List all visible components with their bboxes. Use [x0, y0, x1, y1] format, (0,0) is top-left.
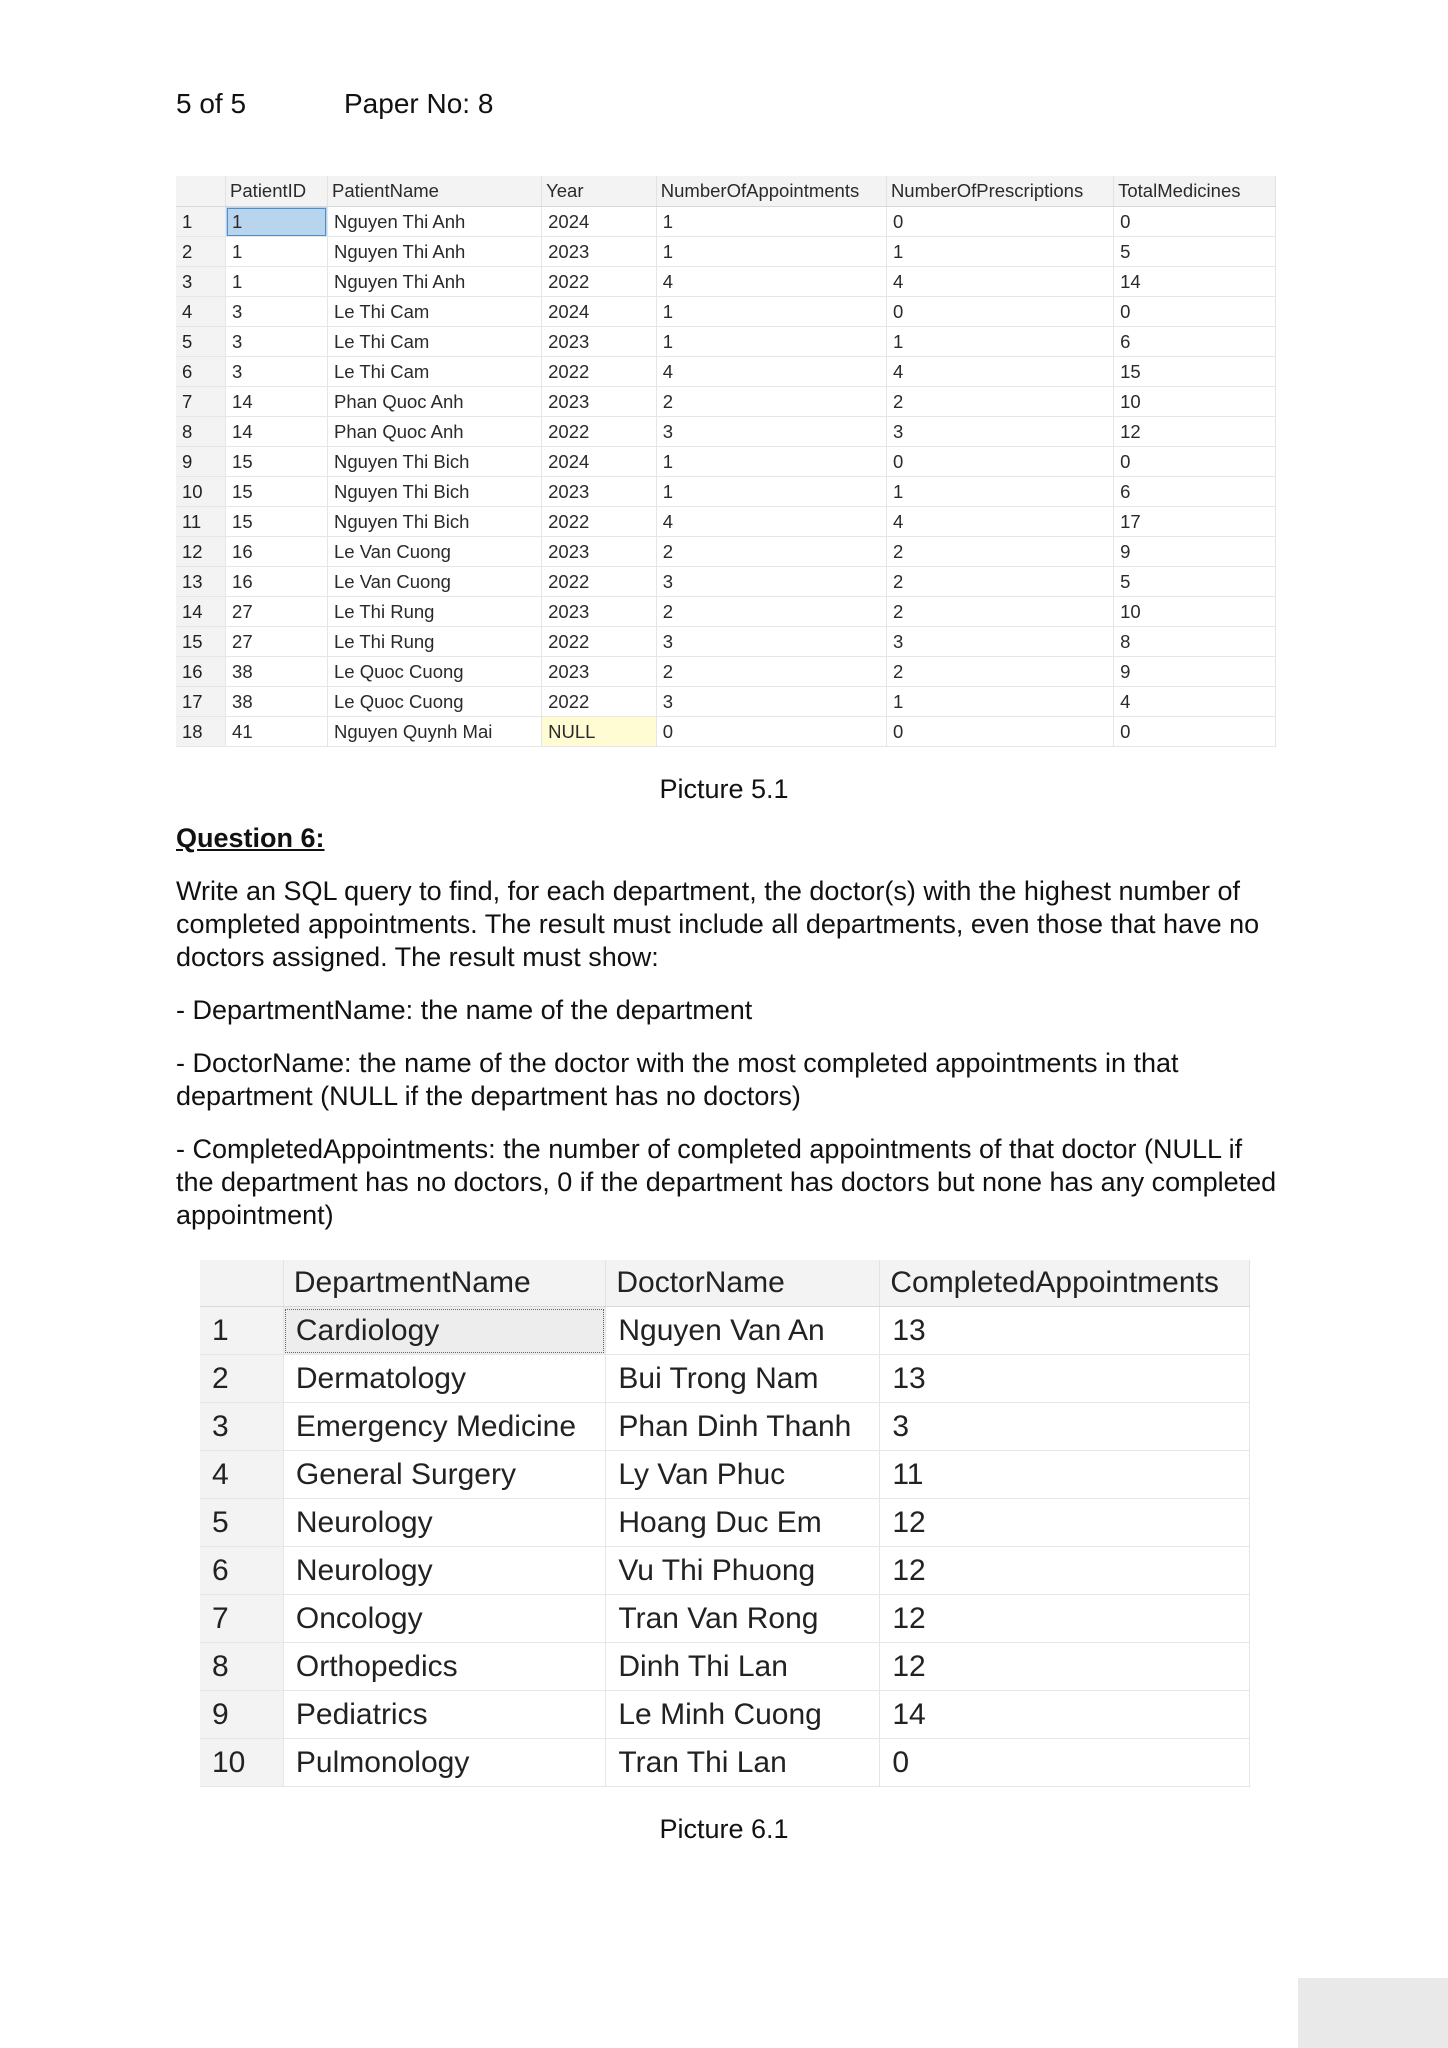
- table-row: [176, 597, 1276, 627]
- table-cell: 8: [1114, 627, 1276, 657]
- table2-column-header: CompletedAppointments: [880, 1260, 1250, 1307]
- table-cell: 2023: [542, 327, 657, 357]
- table-cell: Nguyen Thi Bich: [327, 477, 541, 507]
- table2-body: [200, 1307, 1250, 1787]
- table1-header-row: [176, 176, 1276, 207]
- table-row: [176, 357, 1276, 387]
- table-cell: Orthopedics: [283, 1643, 606, 1691]
- table-cell: 10: [1114, 387, 1276, 417]
- row-number: 10: [200, 1739, 283, 1787]
- table-cell: 0: [886, 717, 1113, 747]
- picture-5-1-caption: Picture 5.1: [659, 774, 789, 804]
- table-cell: 38: [226, 687, 328, 717]
- row-number: 18: [176, 717, 226, 747]
- table1-column-header: PatientID: [226, 176, 328, 207]
- table-cell: 27: [226, 597, 328, 627]
- table-cell: 3: [656, 627, 886, 657]
- table-cell: 0: [1114, 717, 1276, 747]
- table-cell: 15: [226, 447, 328, 477]
- table-cell: 3: [226, 357, 328, 387]
- table-cell: 12: [1114, 417, 1276, 447]
- table-row: [176, 297, 1276, 327]
- table-cell: Le Thi Rung: [327, 627, 541, 657]
- table-cell: 2023: [542, 657, 657, 687]
- table-cell: 1: [886, 687, 1113, 717]
- table-cell: 13: [880, 1355, 1250, 1403]
- table-row: [200, 1595, 1250, 1643]
- table-cell: 2022: [542, 507, 657, 537]
- table-cell: Nguyen Thi Bich: [327, 447, 541, 477]
- table-cell: Nguyen Van An: [606, 1307, 880, 1355]
- table-cell: 17: [1114, 507, 1276, 537]
- row-number: 13: [176, 567, 226, 597]
- table-row: [176, 207, 1276, 237]
- table-row: [200, 1643, 1250, 1691]
- table-cell: 12: [880, 1499, 1250, 1547]
- table1-body: [176, 207, 1276, 747]
- table-cell: 0: [886, 207, 1113, 237]
- table-row: [176, 417, 1276, 447]
- table-cell: Tran Thi Lan: [606, 1739, 880, 1787]
- table-cell: Pediatrics: [283, 1691, 606, 1739]
- table-row: [176, 327, 1276, 357]
- row-number: 3: [176, 267, 226, 297]
- table-row: [200, 1451, 1250, 1499]
- table-cell: 27: [226, 627, 328, 657]
- table-cell: 2: [886, 597, 1113, 627]
- table-cell: 2022: [542, 357, 657, 387]
- table-cell: Vu Thi Phuong: [606, 1547, 880, 1595]
- paper-number: Paper No: 8: [344, 88, 494, 119]
- row-number: 17: [176, 687, 226, 717]
- table-cell: Phan Quoc Anh: [327, 387, 541, 417]
- row-number: 4: [176, 297, 226, 327]
- table-cell: Le Thi Rung: [327, 597, 541, 627]
- table-cell: Le Minh Cuong: [606, 1691, 880, 1739]
- table-cell: 4: [886, 507, 1113, 537]
- table-row: [176, 687, 1276, 717]
- table-cell: Dinh Thi Lan: [606, 1643, 880, 1691]
- table2-column-header: DepartmentName: [283, 1260, 606, 1307]
- table-cell: Le Van Cuong: [327, 567, 541, 597]
- table-cell: 3: [226, 297, 328, 327]
- table-cell: 1: [656, 327, 886, 357]
- table-row: [176, 507, 1276, 537]
- table-cell: 6: [1114, 327, 1276, 357]
- table-cell: 1: [886, 327, 1113, 357]
- table-cell: 2022: [542, 567, 657, 597]
- row-number: 9: [200, 1691, 283, 1739]
- table-cell: 15: [226, 477, 328, 507]
- table-cell: 16: [226, 537, 328, 567]
- table-cell: 4: [656, 357, 886, 387]
- table-cell: Hoang Duc Em: [606, 1499, 880, 1547]
- table-cell: 14: [880, 1691, 1250, 1739]
- row-number: 6: [200, 1547, 283, 1595]
- page-header: [176, 88, 493, 120]
- table-cell: 16: [226, 567, 328, 597]
- row-number: 8: [200, 1643, 283, 1691]
- table-row: [200, 1547, 1250, 1595]
- table-cell: 12: [880, 1547, 1250, 1595]
- table-row: [200, 1691, 1250, 1739]
- row-number: 7: [176, 387, 226, 417]
- table-row: [200, 1355, 1250, 1403]
- table1-column-header: NumberOfAppointments: [656, 176, 886, 207]
- table-cell: 13: [880, 1307, 1250, 1355]
- table-cell: 2022: [542, 627, 657, 657]
- table-row: [176, 387, 1276, 417]
- table-cell: NULL: [542, 717, 657, 747]
- table-cell: 2024: [542, 447, 657, 477]
- table-cell: 1: [656, 447, 886, 477]
- table-row: [200, 1499, 1250, 1547]
- question-6: [176, 822, 1286, 1252]
- table-cell: 2024: [542, 207, 657, 237]
- table-row: [176, 627, 1276, 657]
- table-row: [176, 477, 1276, 507]
- row-number: 2: [200, 1355, 283, 1403]
- table-cell: Nguyen Thi Anh: [327, 237, 541, 267]
- table-cell: 5: [1114, 237, 1276, 267]
- picture-6-1-caption: Picture 6.1: [659, 1814, 789, 1844]
- table-cell: 6: [1114, 477, 1276, 507]
- table-cell: 9: [1114, 657, 1276, 687]
- table-cell: Cardiology: [283, 1307, 606, 1355]
- page-number: 5 of 5: [176, 88, 247, 119]
- table-cell: 14: [226, 417, 328, 447]
- table-cell: 4: [656, 507, 886, 537]
- table-cell: 2: [886, 387, 1113, 417]
- table1-column-header: PatientName: [327, 176, 541, 207]
- row-number: 5: [200, 1499, 283, 1547]
- table-cell: Emergency Medicine: [283, 1403, 606, 1451]
- table-cell: 3: [886, 417, 1113, 447]
- question-bullet-department: - DepartmentName: the name of the department: [176, 995, 753, 1025]
- table-row: [176, 237, 1276, 267]
- table-cell: 3: [886, 627, 1113, 657]
- table-cell: 2023: [542, 237, 657, 267]
- table-cell: 4: [1114, 687, 1276, 717]
- table-cell: 0: [1114, 207, 1276, 237]
- table1-column-header: Year: [542, 176, 657, 207]
- row-number: 2: [176, 237, 226, 267]
- table-cell: Neurology: [283, 1499, 606, 1547]
- table-row: [200, 1739, 1250, 1787]
- table-row: [176, 567, 1276, 597]
- table-cell: 2: [886, 567, 1113, 597]
- table-cell: 0: [880, 1739, 1250, 1787]
- table-cell: 3: [880, 1403, 1250, 1451]
- table-cell: 4: [656, 267, 886, 297]
- table-cell: Nguyen Thi Bich: [327, 507, 541, 537]
- table-cell: 2023: [542, 387, 657, 417]
- table-cell: 1: [656, 477, 886, 507]
- table-row: [200, 1403, 1250, 1451]
- table-cell: 2022: [542, 417, 657, 447]
- question-bullet-completed: - CompletedAppointments: the number of completed appointments of that doctor (NULL if the department has no doctors, 0 if the department has doctors but none has any completed appointment): [176, 1134, 1277, 1230]
- table-cell: Nguyen Thi Anh: [327, 267, 541, 297]
- table-cell: Nguyen Thi Anh: [327, 207, 541, 237]
- table-cell: Le Thi Cam: [327, 357, 541, 387]
- table-cell: 1: [886, 237, 1113, 267]
- table-cell: Le Quoc Cuong: [327, 687, 541, 717]
- table1-column-header: NumberOfPrescriptions: [886, 176, 1113, 207]
- row-number: 5: [176, 327, 226, 357]
- table-cell: 2: [656, 597, 886, 627]
- row-number: 3: [200, 1403, 283, 1451]
- table-cell: 4: [886, 267, 1113, 297]
- table-cell: 14: [1114, 267, 1276, 297]
- table-cell: 38: [226, 657, 328, 687]
- row-number: 11: [176, 507, 226, 537]
- table-cell: 3: [656, 687, 886, 717]
- patient-results-grid: [176, 176, 1276, 747]
- table-cell: 2: [886, 657, 1113, 687]
- table-cell: 2023: [542, 597, 657, 627]
- table-cell: 3: [226, 327, 328, 357]
- table-cell: 2023: [542, 477, 657, 507]
- row-number: 9: [176, 447, 226, 477]
- table-cell: 1: [656, 237, 886, 267]
- table-cell: Le Quoc Cuong: [327, 657, 541, 687]
- row-number: 10: [176, 477, 226, 507]
- table2-column-header: [200, 1260, 283, 1307]
- table-cell: 9: [1114, 537, 1276, 567]
- table-cell: Oncology: [283, 1595, 606, 1643]
- table-cell: Phan Dinh Thanh: [606, 1403, 880, 1451]
- table-cell: Nguyen Quynh Mai: [327, 717, 541, 747]
- table-cell: Ly Van Phuc: [606, 1451, 880, 1499]
- table-cell: 3: [656, 417, 886, 447]
- table-cell: Le Van Cuong: [327, 537, 541, 567]
- table-cell: 2: [656, 657, 886, 687]
- table-row: [200, 1307, 1250, 1355]
- row-number: 1: [200, 1307, 283, 1355]
- table-cell: 2: [656, 537, 886, 567]
- table-row: [176, 657, 1276, 687]
- table-cell: 5: [1114, 567, 1276, 597]
- table-cell: 0: [1114, 447, 1276, 477]
- table-cell: General Surgery: [283, 1451, 606, 1499]
- table-cell: 0: [1114, 297, 1276, 327]
- row-number: 12: [176, 537, 226, 567]
- fu-exam-logo: [1298, 1978, 1448, 2048]
- table-cell: 2024: [542, 297, 657, 327]
- table-cell: 2022: [542, 687, 657, 717]
- row-number: 15: [176, 627, 226, 657]
- table2-header-row: [200, 1260, 1250, 1307]
- table-cell: 0: [656, 717, 886, 747]
- table-cell: Pulmonology: [283, 1739, 606, 1787]
- table-cell: 1: [226, 267, 328, 297]
- table-cell: 1: [886, 477, 1113, 507]
- table-cell: 0: [886, 297, 1113, 327]
- row-number: 7: [200, 1595, 283, 1643]
- table-cell: 1: [226, 237, 328, 267]
- table-cell: 0: [886, 447, 1113, 477]
- table-cell: 12: [880, 1595, 1250, 1643]
- table-row: [176, 537, 1276, 567]
- table-cell: 2022: [542, 267, 657, 297]
- row-number: 16: [176, 657, 226, 687]
- question-intro: Write an SQL query to find, for each department, the doctor(s) with the highest number of completed appointments. The result must include all departments, even those that have no doctors assigned. The result must show:: [176, 876, 1260, 972]
- table-cell: Dermatology: [283, 1355, 606, 1403]
- table-cell: 12: [880, 1643, 1250, 1691]
- department-results-grid: [200, 1260, 1250, 1787]
- table-cell: Phan Quoc Anh: [327, 417, 541, 447]
- table-cell: 15: [1114, 357, 1276, 387]
- table-cell: 2023: [542, 537, 657, 567]
- table-row: [176, 267, 1276, 297]
- table-cell: 4: [886, 357, 1113, 387]
- table-row: [176, 447, 1276, 477]
- table-cell: Le Thi Cam: [327, 327, 541, 357]
- table-cell: 15: [226, 507, 328, 537]
- table-cell: Neurology: [283, 1547, 606, 1595]
- table-cell: 1: [656, 207, 886, 237]
- table-cell: 1: [226, 207, 328, 237]
- table1-column-header: [176, 176, 226, 207]
- table2-column-header: DoctorName: [606, 1260, 880, 1307]
- table-cell: 14: [226, 387, 328, 417]
- table1-column-header: TotalMedicines: [1114, 176, 1276, 207]
- table-cell: 41: [226, 717, 328, 747]
- row-number: 4: [200, 1451, 283, 1499]
- table-cell: Tran Van Rong: [606, 1595, 880, 1643]
- row-number: 14: [176, 597, 226, 627]
- table-row: [176, 717, 1276, 747]
- table-cell: Bui Trong Nam: [606, 1355, 880, 1403]
- row-number: 6: [176, 357, 226, 387]
- table-cell: Le Thi Cam: [327, 297, 541, 327]
- question-title: Question 6:: [176, 823, 325, 853]
- table-cell: 1: [656, 297, 886, 327]
- question-bullet-doctor: - DoctorName: the name of the doctor with the most completed appointments in that department (NULL if the department has no doctors): [176, 1048, 1179, 1111]
- table-cell: 11: [880, 1451, 1250, 1499]
- table-cell: 2: [886, 537, 1113, 567]
- table-cell: 10: [1114, 597, 1276, 627]
- table-cell: 3: [656, 567, 886, 597]
- table-cell: 2: [656, 387, 886, 417]
- row-number: 1: [176, 207, 226, 237]
- row-number: 8: [176, 417, 226, 447]
